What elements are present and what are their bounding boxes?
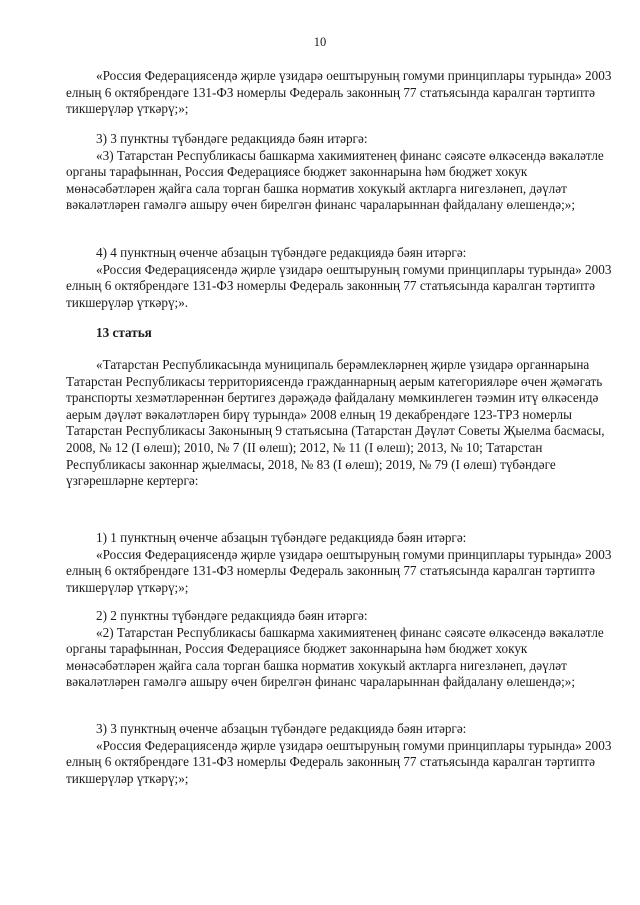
article-heading: [66, 325, 612, 342]
paragraph: 4) 4 пунктның өченче абзацын түбәндәге редакциядә бәян итәргә:: [96, 245, 467, 260]
page-number: 10: [313, 35, 327, 49]
block-art13-item1: [66, 530, 612, 596]
heading: 13 статья: [96, 325, 152, 340]
paragraph: «2) Татарстан Республикасы башкарма хакимиятенең финанс сәясәте өлкәсендә вәкаләтле органы тарафыннан, Россия Федерациясе бюджет законнарына һәм бюджет хокук мөнәсәбәтләрен җайга сала торган башка норматив хокукый актларга нигезләнеп, дәүләт вәкаләтләрен гамәлгә ашыру өчен бирелгән финанс чараларыннан файдалану өлешендә;»;: [66, 624, 604, 690]
paragraph: 1) 1 пунктның өченче абзацын түбәндәге редакциядә бәян итәргә:: [96, 530, 467, 545]
paragraph: «3) Татарстан Республикасы башкарма хакимиятенең финанс сәясәте өлкәсендә вәкаләтле органы тарафыннан, Россия Федерациясе бюджет законнарына һәм бюджет хокук мөнәсәбәтләрен җайга сала торган башка норматив хокукый актларга нигезләнеп, дәүләт вәкаләтләрен гамәлгә ашыру өчен бирелгән финанс чараларыннан файдалану өлешендә;»;: [66, 147, 604, 213]
block-art13-item2: [66, 608, 612, 691]
paragraph: «Россия Федерациясендә җирле үзидарә оештыруның гомуми принциплары турында» 2003 елның 6 октябрендәге 131-ФЗ номерлы Федераль законның 77 статьясында каралган тәртиптә тикшерүләр үткәрү;»;: [66, 68, 612, 117]
paragraph: «Татарстан Республикасында муниципаль берәмлекләрнең җирле үзидарә органнарына Татарстан Республикасы территориясендә гражданнарның аерым категорияләре өчен җәмәгать транспорты хезмәтләреннән бертигез дәрәҗәдә файдалану мөмкинлеген тәэмин итү өлкәсендә аерым дәүләт вәкаләтләрен бирү турында» 2008 елның 19 декабрендәге 123-ТРЗ номерлы Татарстан Республикасы Законының 9 статьясына (Татарстан Дәүләт Советы Җыелма басмасы, 2008, № 12 (I өлеш); 2010, № 7 (II өлеш); 2012, № 11 (I өлеш); 2013, № 10; Татарстан Республикасы законнар җыелмасы, 2018, № 83 (I өлеш); 2019, № 79 (I өлеш) түбәндәге үзгәрешләрне кертергә:: [66, 357, 605, 489]
paragraph: «Россия Федерациясендә җирле үзидарә оештыруның гомуми принциплары турында» 2003 елның 6 октябрендәге 131-ФЗ номерлы Федераль законның 77 статьясында каралган тәртиптә тикшерүләр үткәрү;».: [66, 261, 612, 310]
block-art13-intro: [66, 357, 612, 490]
block-art12-item2-end: [66, 68, 612, 118]
paragraph: «Россия Федерациясендә җирле үзидарә оештыруның гомуми принциплары турында» 2003 елның 6 октябрендәге 131-ФЗ номерлы Федераль законның 77 статьясында каралган тәртиптә тикшерүләр үткәрү;»;: [66, 737, 612, 786]
paragraph: 3) 3 пунктны түбәндәге редакциядә бәян итәргә:: [96, 131, 368, 146]
block-art13-item3: [66, 721, 612, 787]
block-art12-item3: [66, 131, 612, 214]
paragraph: 2) 2 пунктны түбәндәге редакциядә бәян итәргә:: [96, 608, 368, 623]
paragraph: 3) 3 пунктның өченче абзацын түбәндәге редакциядә бәян итәргә:: [96, 721, 467, 736]
block-art12-item4: [66, 245, 612, 311]
paragraph: «Россия Федерациясендә җирле үзидарә оештыруның гомуми принциплары турында» 2003 елның 6 октябрендәге 131-ФЗ номерлы Федераль законның 77 статьясында каралган тәртиптә тикшерүләр үткәрү;»;: [66, 546, 612, 595]
